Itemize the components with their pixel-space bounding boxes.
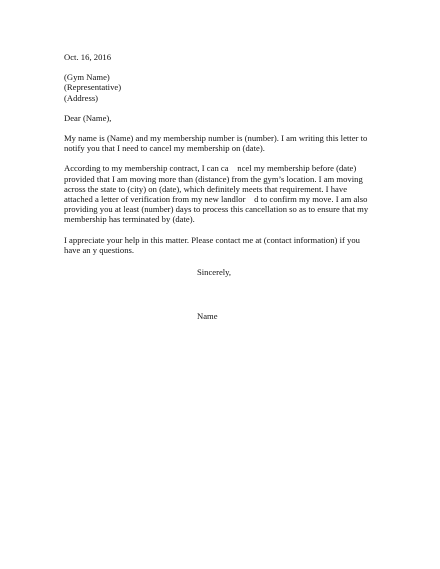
paragraph-line: across the state to (city) on (date), which definitely meets that requirement. I have bbox=[64, 183, 348, 194]
paragraph-membership-cancellation bbox=[64, 133, 384, 153]
paragraph-line: membership has terminated by (date). bbox=[64, 214, 195, 225]
paragraph-contract-details bbox=[64, 163, 384, 224]
recipient-address: (Address) bbox=[64, 92, 99, 103]
paragraph-contact-request bbox=[64, 235, 384, 255]
paragraph-line: I appreciate your help in this matter. Please contact me at (contact information) if you bbox=[64, 234, 360, 245]
recipient-gym-name: (Gym Name) bbox=[64, 72, 110, 83]
closing-line: Sincerely, bbox=[197, 267, 232, 277]
paragraph-line: attached a letter of verification from my new landlor d to confirm my move. I am also bbox=[64, 194, 368, 205]
paragraph-line: My name is (Name) and my membership number is (number). I am writing this letter to bbox=[64, 133, 368, 144]
paragraph-line: provided that I am moving more than (distance) from the gym’s location. I am moving bbox=[64, 173, 363, 184]
letter-body bbox=[64, 52, 384, 265]
paragraph-line: providing you at least (number) days to process this cancellation so as to ensure that my bbox=[64, 204, 369, 215]
paragraph-line: have an y questions. bbox=[64, 244, 135, 255]
salutation: Dear (Name), bbox=[64, 112, 112, 123]
recipient-representative: (Representative) bbox=[64, 82, 122, 93]
recipient-block bbox=[64, 72, 384, 103]
signature-name: Name bbox=[197, 311, 218, 321]
paragraph-line: According to my membership contract, I can ca ncel my membership before (date) bbox=[64, 163, 357, 174]
letter-date: Oct. 16, 2016 bbox=[64, 52, 112, 62]
paragraph-line: notify you that I need to cancel my membership on (date). bbox=[64, 143, 265, 154]
